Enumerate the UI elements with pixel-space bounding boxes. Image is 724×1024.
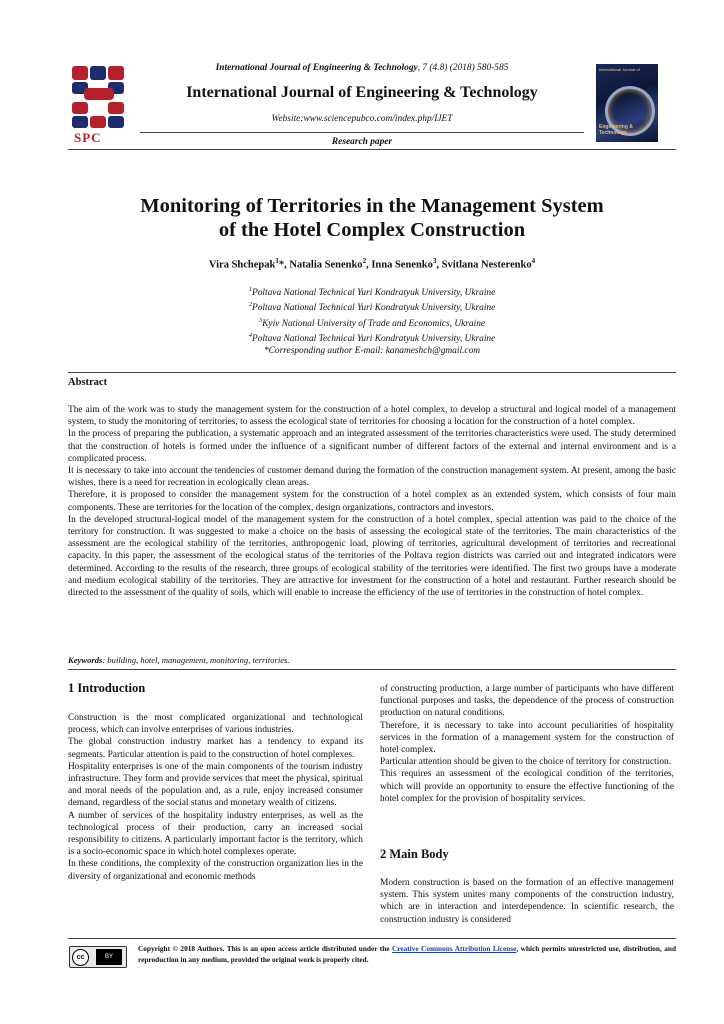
affiliation-3-text: Kyiv National University of Trade and Economics, Ukraine	[262, 318, 486, 329]
keywords-rule	[68, 669, 676, 670]
intro-paragraph: A number of services of the hospitality industry enterprises, as well as the technological process of their production, carry an increased social responsibility to citizens. A particularly important factor is the territory, which is a socio-economic space in which hotel complexes operate.	[68, 810, 363, 858]
author-2-sup: 2	[362, 257, 367, 265]
abstract-paragraph: Therefore, it is proposed to consider the management system for the construction of a hotel complex as an extended system, which consists of four main components. These are territories for the location of the complex, design organizations, contractors and investors.	[68, 490, 676, 513]
paper-title-line1: Monitoring of Territories in the Management System	[140, 195, 604, 217]
intro-body	[68, 712, 363, 883]
intro-paragraph: In these conditions, the complexity of the construction organization lies in the diversity of organizational and economic methods	[68, 859, 363, 882]
affiliation-2	[68, 299, 676, 314]
abstract-paragraph: In the developed structural-logical model of the management system for the construction of a hotel complex, special attention was paid to the choice of the territory for construction. It was suggested to make a choice on the basis of assessing the ecological state of the territories. The main characteristics of the assessment are the ecological stability of the territories, anthropogenic load, plowing of territories, agricultural development of territories and recreational capacity. In this paper, the assessment of the ecological status of the territories of the Poltava region districts was carried out and integrated indicators were determined. According to the results of the research, three groups of ecological stability of the territories were identified. The first two groups have a moderate and medium ecological stability of the territories. They are attractive for investment for the construction of a hotel and restaurant. Further research should be directed to the assessment of the quality of soils, which will enable to increase the efficiency of the use of territories in the construction of hotel complex.	[68, 514, 676, 599]
main-body-text	[380, 877, 674, 926]
citation-journal: International Journal of Engineering & Technology	[215, 63, 418, 73]
paper-title-line2: of the Hotel Complex Construction	[218, 219, 526, 241]
cc-license-badge[interactable]	[69, 946, 127, 968]
abstract-top-rule	[68, 372, 676, 373]
cover-text-top: International Journal of	[599, 67, 640, 72]
cc-icon: cc	[72, 949, 89, 966]
journal-cover-image	[596, 64, 658, 142]
spc-logo-icon	[68, 64, 130, 130]
cover-text-bottom: Engineering & Technology	[599, 124, 633, 136]
journal-title: International Journal of Engineering & Technology	[186, 84, 538, 101]
affiliation-2-sup: 2	[248, 301, 252, 309]
header-bottom-rule	[68, 149, 676, 150]
intro-heading: 1 Introduction	[68, 681, 146, 695]
citation-line	[190, 62, 534, 74]
author-sep-3: ,	[436, 259, 442, 271]
abstract-paragraph: In the process of preparing the publication, a systematic approach and an integrated assessment of the territories characteristics were used. The study determined that the construction of hotels is formed under the influence of a significant number of different factors of the external and internal environment and is a complicated process.	[68, 429, 676, 464]
keywords-text: : building, hotel, management, monitoring, territories.	[102, 655, 290, 665]
abstract-body	[68, 404, 676, 599]
corresponding-author: *Corresponding author E-mail: kanameshch@gmail.com	[263, 346, 481, 357]
affiliation-3	[68, 315, 676, 330]
authors-line	[68, 257, 676, 271]
keywords-label: Keywords	[68, 655, 103, 665]
author-1: Vira Shchepak	[208, 259, 276, 271]
body-paragraph: Modern construction is based on the formation of an effective management system. This system unites many components of the construction industry, which are in interaction and interdependence. In scientific research, the construction industry is considered	[380, 878, 674, 925]
affiliation-4-sup: 4	[248, 331, 252, 339]
header-rule	[140, 132, 584, 133]
abstract-paragraph: It is necessary to take into account the tendencies of customer demand during the formation of the construction management system. At present, among the basic wishes, there is a need for recreation in ecologically clean areas.	[68, 466, 676, 489]
affiliation-4-text: Poltava National Technical Yuri Kondratyuk University, Ukraine	[251, 334, 496, 345]
journal-website: Website:www.sciencepubco.com/index.php/IJET	[271, 114, 453, 124]
abstract-paragraph: The aim of the work was to study the management system for the construction of a hotel complex, to develop a structural and logical model of a management system, to study the monitoring of territories, to assess the ecological state of territories for choosing a location for the construction of a hotel complex.	[68, 405, 676, 428]
footer-rule	[68, 938, 676, 939]
affiliation-3-sup: 3	[258, 316, 263, 324]
affiliation-1-sup: 1	[248, 286, 252, 293]
spc-logo-text: SPC	[74, 130, 102, 145]
author-2: Natalia Senenko	[289, 259, 363, 271]
body-paragraph: of constructing production, a large number of participants who have different functional purposes and tasks, the dependence of the process of construction production on natural conditions.	[380, 684, 674, 719]
publisher-logo	[68, 64, 130, 144]
author-4: Svitlana Nesterenko	[441, 259, 532, 271]
author-sep-2: ,	[366, 259, 372, 271]
copyright-notice	[138, 944, 676, 965]
keywords	[68, 655, 676, 665]
author-3: Inna Senenko	[371, 259, 433, 271]
intro-paragraph: The global construction industry market has a tendency to expand its segments. Particular attention is paid to the construction of hotel complexes.	[68, 737, 363, 760]
author-1-sup: 1	[275, 257, 279, 265]
affiliations	[68, 284, 676, 358]
citation-volume: , 7 (4.8) (2018) 580-585	[417, 63, 509, 73]
author-3-sup: 3	[432, 257, 437, 265]
body-paragraph: Particular attention should be given to the choice of territory for construction.	[380, 757, 672, 768]
body-paragraph: Therefore, it is necessary to take into account peculiarities of hospitality services in the formation of a management system for the construction of hotel complex.	[380, 720, 674, 756]
main-body-heading: 2 Main Body	[380, 847, 449, 861]
intro-paragraph: Hospitality enterprises is one of the main components of the tourism industry infrastructure. They form and provide services that meet the physical, spiritual and moral needs of the population and, as a rule, enjoy increased consumer demand, regardless of the social status and monetary wealth of citizens.	[68, 761, 363, 809]
copyright-text-1: Copyright © 2018 Authors. This is an open access article distributed under the	[138, 944, 392, 953]
paper-type: Research paper	[331, 137, 393, 147]
affiliation-2-text: Poltava National Technical Yuri Kondratyuk University, Ukraine	[251, 303, 496, 314]
copyright-text-2: , which permits unrestricted use, distribution, and reproduction in any medium, provided the original work is properly cited.	[138, 944, 677, 964]
author-4-sup: 4	[531, 257, 536, 265]
right-column-body	[380, 683, 674, 805]
paper-title	[68, 194, 676, 242]
intro-paragraph: Construction is the most complicated organizational and technological process, which can involve enterprises of various industries.	[68, 713, 363, 736]
affiliation-1-text: Poltava National Technical Yuri Kondratyuk University, Ukraine	[251, 288, 496, 299]
affiliation-4	[68, 330, 676, 345]
body-paragraph: This requires an assessment of the ecological condition of the territories, which will provide an opportunity to ensure the effective functioning of the hotel complex for the provision of hospitality services.	[380, 769, 674, 804]
abstract-heading: Abstract	[68, 377, 108, 388]
license-link[interactable]: Creative Commons Attribution License	[391, 944, 517, 953]
affiliation-1	[68, 284, 676, 299]
author-1-star: *,	[278, 259, 290, 271]
by-icon: BY	[96, 949, 122, 965]
